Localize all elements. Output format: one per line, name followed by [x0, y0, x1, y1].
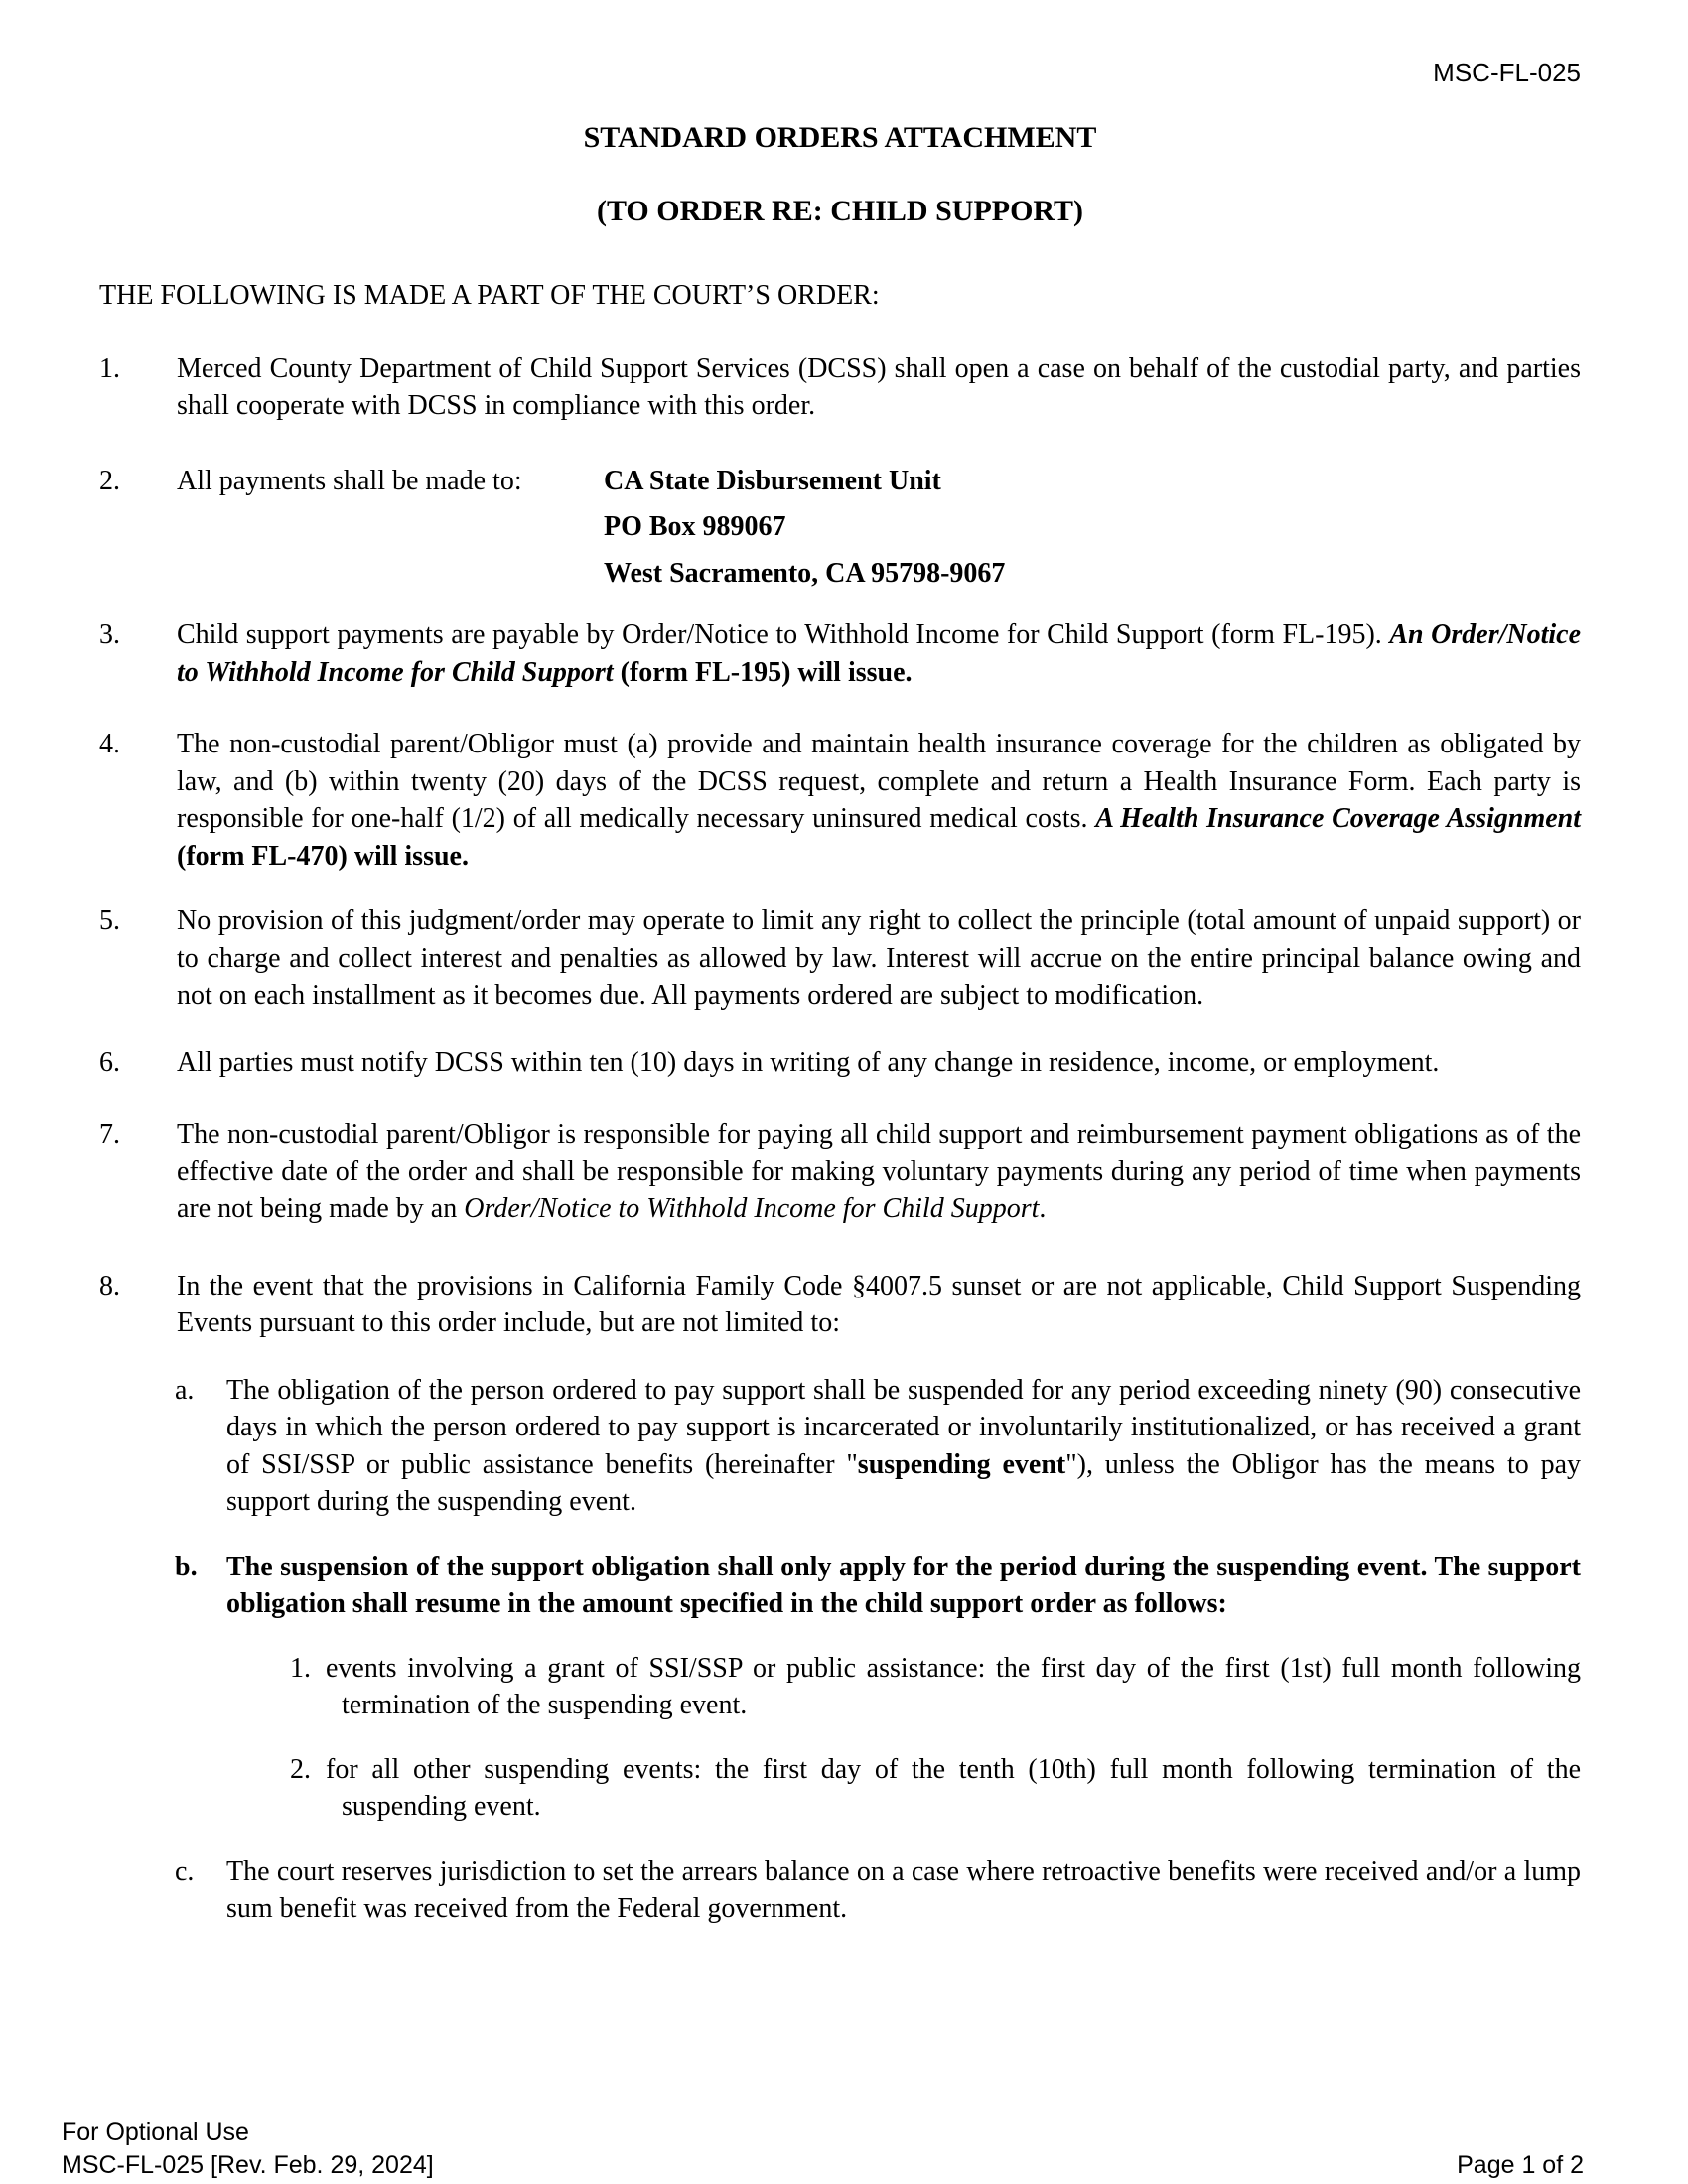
item-letter: b.: [175, 1551, 198, 1582]
item-text: [177, 726, 1581, 875]
item-number: 1.: [290, 1652, 311, 1684]
item-number: 2.: [99, 465, 120, 496]
item-text: The suspension of the support obligation shall only apply for the period during the suspending event. The support obligation shall resume in the amount specified in the child support order as follows:: [226, 1551, 1581, 1619]
item-text-segment-bold: (form FL-195) will issue.: [613, 656, 913, 688]
item-text-segment: "), unless the Obligor has the means to pay support during the suspending event.: [226, 1448, 1581, 1517]
footer-form-revision: MSC-FL-025 [Rev. Feb. 29, 2024]: [62, 2151, 434, 2179]
item-text-segment-bold-italic: A Health Insurance Coverage Assignment: [1095, 803, 1581, 834]
item-text: All parties must notify DCSS within ten (10) days in writing of any change in residence, income, or employment.: [177, 1046, 1440, 1078]
payments-row: [177, 463, 1581, 602]
item-text: No provision of this judgment/order may operate to limit any right to collect the principle (total amount of unpaid support) or to charge and collect interest and penalties as allowed by law. Interest will accrue on the entire principal balance owing and not on each installment as it becomes due. All payments ordered are subject to modification.: [177, 905, 1581, 1011]
intro-line: THE FOLLOWING IS MADE A PART OF THE COURT’S ORDER:: [99, 280, 880, 311]
document-subtitle: (TO ORDER RE: CHILD SUPPORT): [596, 194, 1084, 227]
item-text: In the event that the provisions in California Family Code §4007.5 sunset or are not applicable, Child Support Suspending Events pursuant to this order include, but are not limited to:: [177, 1270, 1581, 1338]
item-text-segment: The non-custodial parent/Obligor must (a) provide and maintain health insurance coverage for the children as obligated by law, and (b) within twenty (20) days of the DCSS request, complete and return a Health Insurance Form. Each party is responsible for one-half (1/2) of all medically necessary uninsured medical costs.: [177, 729, 1581, 834]
item-text: for all other suspending events: the first day of the tenth (10th) full month following termination of the suspending event.: [326, 1753, 1581, 1822]
item-text-segment-bold: suspending event: [857, 1448, 1066, 1480]
item-text: events involving a grant of SSI/SSP or public assistance: the first day of the first (1st) full month following termination of the suspending event.: [326, 1652, 1581, 1720]
footer-optional-use: For Optional Use: [62, 2118, 249, 2146]
page-footer: [62, 2116, 1584, 2182]
item-text: [177, 616, 1581, 691]
item-text: [226, 1372, 1581, 1521]
item-text-segment: Child support payments are payable by Order/Notice to Withhold Income for Child Support (form FL-195).: [177, 619, 1390, 650]
order-item-1: [99, 350, 1581, 425]
order-item-2: [99, 463, 1581, 602]
item-number: 3.: [99, 619, 120, 650]
item-number: 4.: [99, 729, 120, 759]
order-item-7: [99, 1116, 1581, 1228]
order-item-3: [99, 616, 1581, 691]
item-text-segment: The non-custodial parent/Obligor is responsible for paying all child support and reimbursement payment obligations as of the effective date of the order and shall be responsible for making voluntary payments during any period of time when payments are not being made by an: [177, 1119, 1581, 1224]
item-text: The court reserves jurisdiction to set the arrears balance on a case where retroactive benefits were received and/or a lump sum benefit was received from the Federal government.: [226, 1855, 1581, 1924]
item-text-segment: .: [1039, 1193, 1047, 1224]
item-letter: a.: [175, 1374, 195, 1406]
order-item-8a: [99, 1372, 1581, 1521]
item-number: 6.: [99, 1046, 120, 1078]
item-number: 8.: [99, 1270, 120, 1301]
item-text: Merced County Department of Child Support Services (DCSS) shall open a case on behalf of the custodial party, and parties shall cooperate with DCSS in compliance with this order.: [177, 352, 1581, 421]
item-number: 2.: [290, 1753, 311, 1785]
item-letter: c.: [175, 1855, 195, 1887]
order-item-5: [99, 902, 1581, 1015]
item-text-segment-bold: (form FL-470) will issue.: [177, 840, 469, 872]
order-item-8b-1: [99, 1650, 1581, 1724]
order-item-4: [99, 726, 1581, 875]
address-line-2: PO Box 989067: [604, 511, 786, 542]
form-number: MSC-FL-025: [1433, 58, 1581, 87]
address-line-3: West Sacramento, CA 95798-9067: [604, 557, 1006, 589]
item-text-segment: The obligation of the person ordered to pay support shall be suspended for any period exceeding ninety (90) consecutive days in which the person ordered to pay support is incarcerated or involuntarily institutionalized, or has received a grant of SSI/SSP or public assistance benefits (hereinafter ": [226, 1374, 1581, 1480]
item-number: 5.: [99, 905, 120, 936]
item-number: 7.: [99, 1119, 120, 1150]
order-item-8c: [99, 1853, 1581, 1928]
item-text-segment-italic: Order/Notice to Withhold Income for Child Support: [464, 1193, 1040, 1224]
item-text: [177, 1116, 1581, 1228]
disbursement-address: [604, 463, 1005, 602]
footer-page-number: Page 1 of 2: [1457, 2151, 1584, 2179]
order-item-8b: [99, 1549, 1581, 1623]
item-text-segment-bold-italic: An Order/Notice to Withhold Income for Child Support: [177, 619, 1582, 688]
payments-label: All payments shall be made to:: [177, 465, 522, 496]
document-title: STANDARD ORDERS ATTACHMENT: [583, 121, 1097, 154]
address-line-1: CA State Disbursement Unit: [604, 465, 941, 496]
order-item-8b-2: [99, 1751, 1581, 1826]
order-item-6: [99, 1044, 1581, 1082]
item-number: 1.: [99, 352, 120, 384]
order-item-8: [99, 1268, 1581, 1342]
footer-left: [62, 2116, 434, 2182]
